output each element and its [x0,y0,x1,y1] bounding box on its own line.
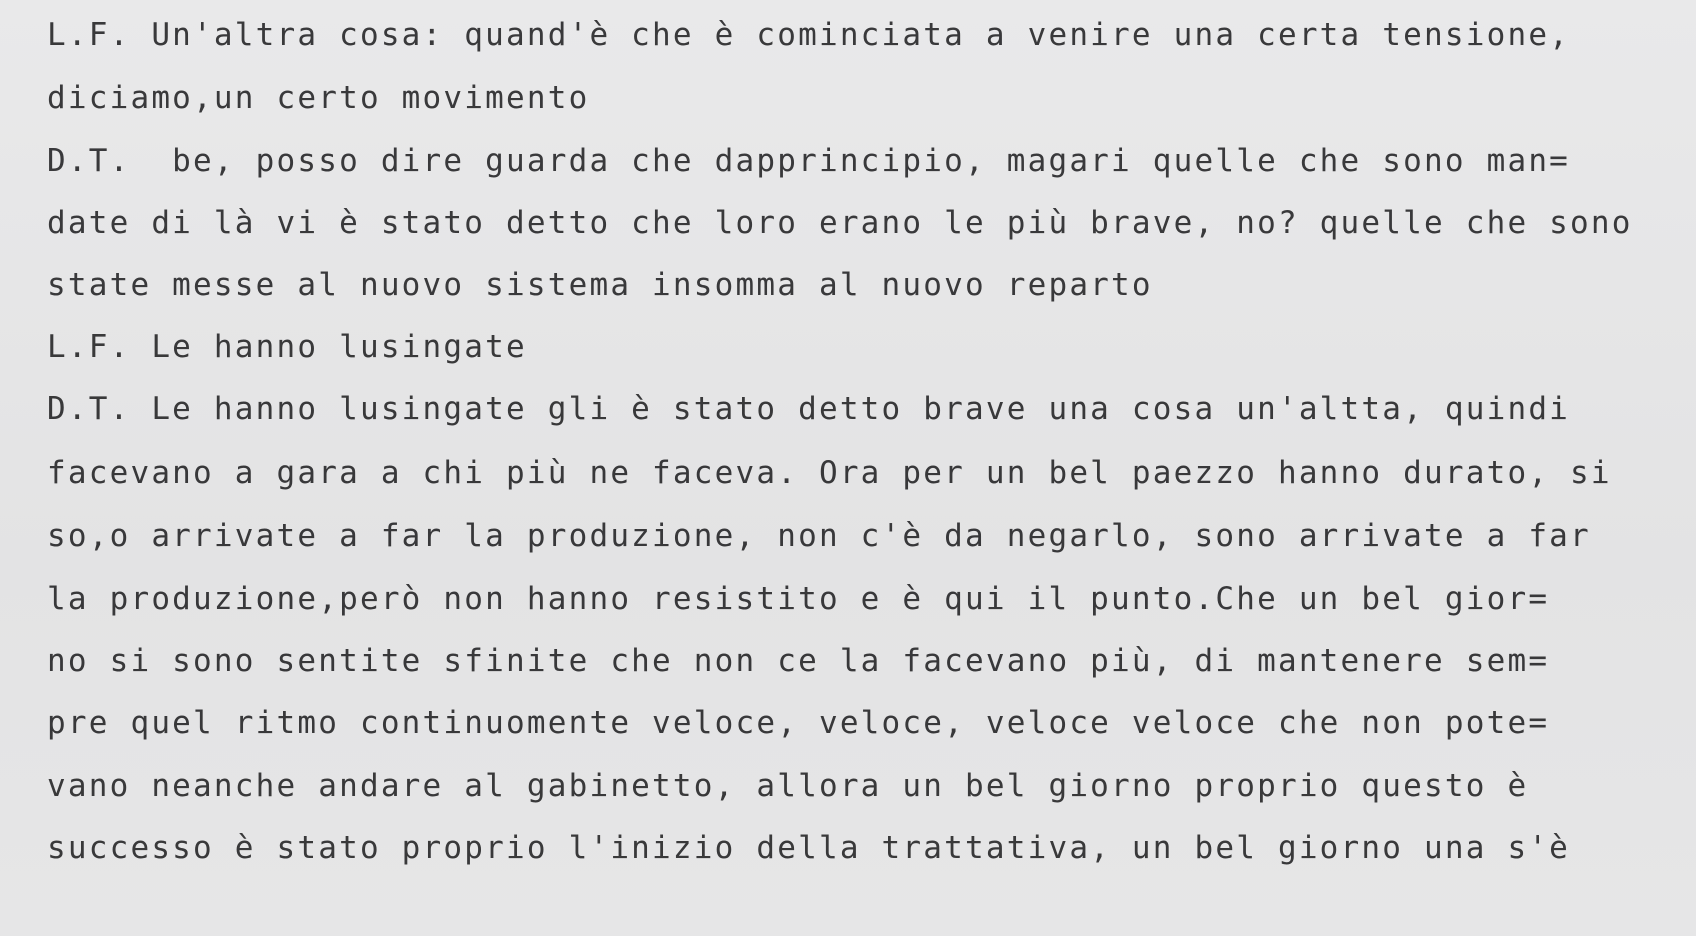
text-line: state messe al nuovo sistema insomma al nuovo reparto [47,267,1153,303]
text-line: facevano a gara a chi più ne faceva. Ora per un bel paezzo hanno durato, si [47,455,1612,491]
text-line: vano neanche andare al gabinetto, allora un bel giorno proprio questo è [47,768,1529,804]
text-line: no si sono sentite sfinite che non ce la facevano più, di mantenere sem= [47,643,1550,679]
text-line: D.T. Le hanno lusingate gli è stato detto brave una cosa un'altta, quindi [47,391,1571,427]
text-line: pre quel ritmo continuomente veloce, veloce, veloce veloce che non pote= [47,705,1550,741]
text-line: so,o arrivate a far la produzione, non c'è da negarlo, sono arrivate a far [47,518,1591,554]
text-line: L.F. Un'altra cosa: quand'è che è cominciata a venire una certa tensione, [47,17,1571,53]
text-line: la produzione,però non hanno resistito e è qui il punto.Che un bel gior= [47,581,1550,617]
text-line: D.T. be, posso dire guarda che dapprincipio, magari quelle che sono man= [47,143,1571,179]
text-line: diciamo,un certo movimento [47,80,590,116]
text-line: date di là vi è stato detto che loro erano le più brave, no? quelle che sono [47,205,1633,241]
text-line: successo è stato proprio l'inizio della trattativa, un bel giorno una s'è [47,830,1571,866]
text-line: L.F. Le hanno lusingate [47,329,527,365]
